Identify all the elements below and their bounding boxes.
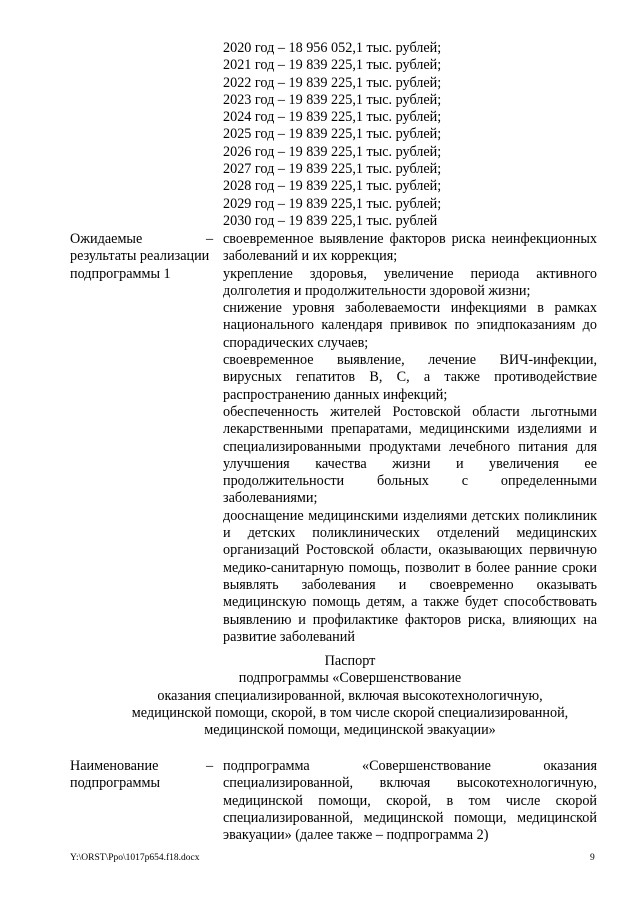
subprogram-name-label: Наименование подпрограммы	[70, 758, 160, 792]
result-item: своевременное выявление факторов риска неинфекционных заболеваний и их коррекция;	[223, 231, 597, 265]
funding-year-item: 2029 год – 19 839 225,1 тыс. рублей;	[223, 195, 442, 212]
funding-year-item: 2024 год – 19 839 225,1 тыс. рублей;	[223, 109, 442, 126]
funding-year-item: 2023 год – 19 839 225,1 тыс. рублей;	[223, 91, 442, 108]
result-item: своевременное выявление, лечение ВИЧ-инфекции, вирусных гепатитов В, С, а также противодействие распространению данных инфекций;	[223, 352, 597, 403]
result-item: дооснащение медицинскими изделиями детских поликлиник и детских поликлинических отделений медицинских организаций Ростовской области, оказывающих первичную медико-санитарную помощь, позволит в более ранние сроки выявлять заболевания и своевременно оказывать медицинскую помощь детям, а также будет способствовать выявлению и профилактике факторов риска, влияющих на развитие заболеваний	[223, 507, 597, 645]
result-item: укрепление здоровья, увеличение периода активного долголетия и продолжительности здоровой жизни;	[223, 265, 597, 299]
result-item: снижение уровня заболеваемости инфекциями в рамках национального календаря прививок по эпидпоказаниям до спорадических случаев;	[223, 300, 597, 351]
passport-title-line: Паспорт	[324, 653, 376, 669]
passport-title-line: медицинской помощи, медицинской эвакуации»	[204, 722, 496, 739]
expected-results-content	[223, 231, 597, 646]
funding-years-list	[223, 40, 603, 230]
funding-year-item: 2020 год – 18 956 052,1 тыс. рублей;	[223, 40, 442, 56]
funding-year-item: 2030 год – 19 839 225,1 тыс. рублей	[223, 212, 438, 229]
row-dash: –	[206, 758, 214, 774]
subprogram-name-text: подпрограмма «Совершенствование оказания специализированной, включая высокотехнологичную, медицинской помощи, скорой, в том числе скорой специализированной, медицинской помощи, медицинской эвакуации» (далее также – подпрограмма 2)	[223, 758, 597, 844]
funding-year-item: 2021 год – 19 839 225,1 тыс. рублей;	[223, 57, 442, 74]
page-number: 9	[590, 853, 595, 863]
passport-title	[60, 653, 640, 739]
subprogram-name-content	[223, 758, 597, 844]
footer-file-path: Y:\ORST\Ppo\1017p654.f18.docx	[70, 853, 200, 863]
row-dash: –	[206, 231, 214, 247]
passport-title-line: медицинской помощи, скорой, в том числе скорой специализированной,	[131, 704, 569, 721]
funding-year-item: 2022 год – 19 839 225,1 тыс. рублей;	[223, 74, 442, 91]
funding-year-item: 2028 год – 19 839 225,1 тыс. рублей;	[223, 178, 442, 195]
passport-title-line: оказания специализированной, включая высокотехнологичную,	[157, 687, 543, 704]
funding-year-item: 2025 год – 19 839 225,1 тыс. рублей;	[223, 126, 442, 143]
result-item: обеспеченность жителей Ростовской области льготными лекарственными препаратами, медицинскими изделиями и специализированными продуктами лечебного питания для улучшения качества жизни и увеличения ее продолжительности больных с определенными заболеваниями;	[223, 403, 597, 507]
expected-results-label: Ожидаемые результаты реализации подпрограммы 1	[70, 231, 210, 282]
passport-title-line: подпрограммы «Совершенствование	[238, 670, 462, 687]
funding-year-item: 2026 год – 19 839 225,1 тыс. рублей;	[223, 143, 442, 160]
funding-year-item: 2027 год – 19 839 225,1 тыс. рублей;	[223, 161, 442, 178]
